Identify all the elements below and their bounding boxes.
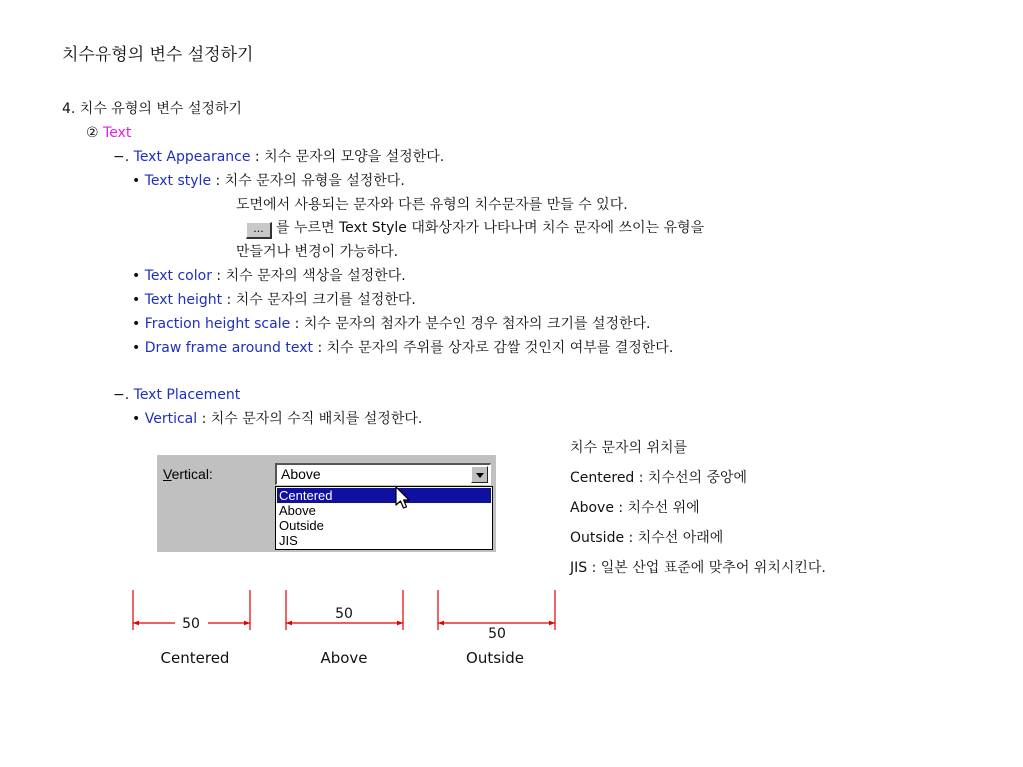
text-style-line3: 를 누르면 Text Style 대화상자가 나타나며 치수 문자에 쓰이는 유형을 (276, 220, 705, 236)
text-style-label: Text style (144, 173, 212, 189)
list-item (132, 267, 406, 285)
option-centered[interactable]: Centered (277, 488, 491, 503)
text-style-item (132, 172, 405, 190)
text-style-desc: : 치수 문자의 유형을 설정한다. (211, 173, 405, 189)
text-color-label: Text color (144, 268, 212, 284)
dimension-value-above: 50 (335, 606, 353, 622)
bullet: • (132, 411, 145, 427)
text-style-browse-button[interactable]: ... (246, 222, 272, 239)
list-item (132, 291, 416, 309)
dimension-value-centered: 50 (182, 616, 200, 632)
caption-above: Above (320, 649, 368, 667)
appearance-desc: : 치수 문자의 모양을 설정한다. (250, 149, 445, 165)
vertical-select-value: Above (281, 466, 321, 482)
vertical-dialog-panel (157, 455, 496, 552)
bullet: • (132, 268, 145, 284)
draw-frame-desc: : 치수 문자의 주위를 상자로 감쌀 것인지 여부를 결정한다. (313, 340, 674, 356)
dimension-centered (133, 590, 250, 632)
caption-centered: Centered (160, 649, 230, 667)
explanation-jis: JIS : 일본 산업 표준에 맞추어 위치시킨다. (570, 560, 826, 576)
dimension-above (286, 590, 403, 630)
chevron-down-icon[interactable] (471, 466, 488, 483)
vertical-dropdown-list[interactable] (275, 486, 493, 550)
list-item (132, 315, 650, 333)
vertical-field-label (163, 466, 213, 482)
subsection-marker: ② (86, 125, 104, 141)
explanation-outside: Outside : 치수선 아래에 (570, 530, 724, 546)
explanation-above: Above : 치수선 위에 (570, 500, 700, 516)
text-color-desc: : 치수 문자의 색상을 설정한다. (211, 268, 406, 284)
option-above[interactable]: Above (279, 503, 316, 518)
bullet: • (132, 340, 145, 356)
fraction-height-label: Fraction height scale (144, 316, 291, 332)
draw-frame-label: Draw frame around text (144, 340, 314, 356)
subsection-label: Text (103, 125, 132, 141)
page-title: 치수유형의 변수 설정하기 (62, 45, 254, 65)
explanation-heading: 치수 문자의 위치를 (570, 440, 688, 456)
subsection-heading (86, 124, 131, 142)
dimension-value-outside: 50 (488, 626, 506, 642)
option-jis[interactable]: JIS (279, 533, 298, 548)
appearance-label: Text Appearance (133, 149, 251, 165)
bullet: • (132, 173, 145, 189)
section-heading: 4. 치수 유형의 변수 설정하기 (62, 101, 242, 117)
appearance-heading (113, 148, 444, 166)
dimension-diagrams (120, 585, 570, 645)
explanation-centered: Centered : 치수선의 중앙에 (570, 470, 748, 486)
placement-heading (113, 386, 240, 404)
appearance-prefix: −. (113, 149, 134, 165)
mouse-pointer-icon (395, 486, 415, 512)
bullet: • (132, 316, 145, 332)
text-height-label: Text height (144, 292, 223, 308)
dimension-outside (438, 590, 555, 642)
fraction-height-desc: : 치수 문자의 첨자가 분수인 경우 첨자의 크기를 설정한다. (290, 316, 651, 332)
vertical-item (132, 410, 422, 428)
placement-prefix: −. (113, 387, 134, 403)
text-style-line2: 도면에서 사용되는 문자와 다른 유형의 치수문자를 만들 수 있다. (236, 197, 628, 213)
list-item (132, 339, 673, 357)
text-style-line4: 만들거나 변경이 가능하다. (236, 244, 399, 260)
field-label-text: ertical: (171, 466, 213, 482)
option-outside[interactable]: Outside (279, 518, 324, 533)
placement-label: Text Placement (133, 387, 241, 403)
text-height-desc: : 치수 문자의 크기를 설정한다. (222, 292, 416, 308)
vertical-desc: : 치수 문자의 수직 배치를 설정한다. (197, 411, 423, 427)
bullet: • (132, 292, 145, 308)
accelerator-key: V (163, 466, 172, 482)
vertical-label: Vertical (144, 411, 198, 427)
vertical-select[interactable] (275, 463, 491, 485)
caption-outside: Outside (466, 649, 524, 667)
